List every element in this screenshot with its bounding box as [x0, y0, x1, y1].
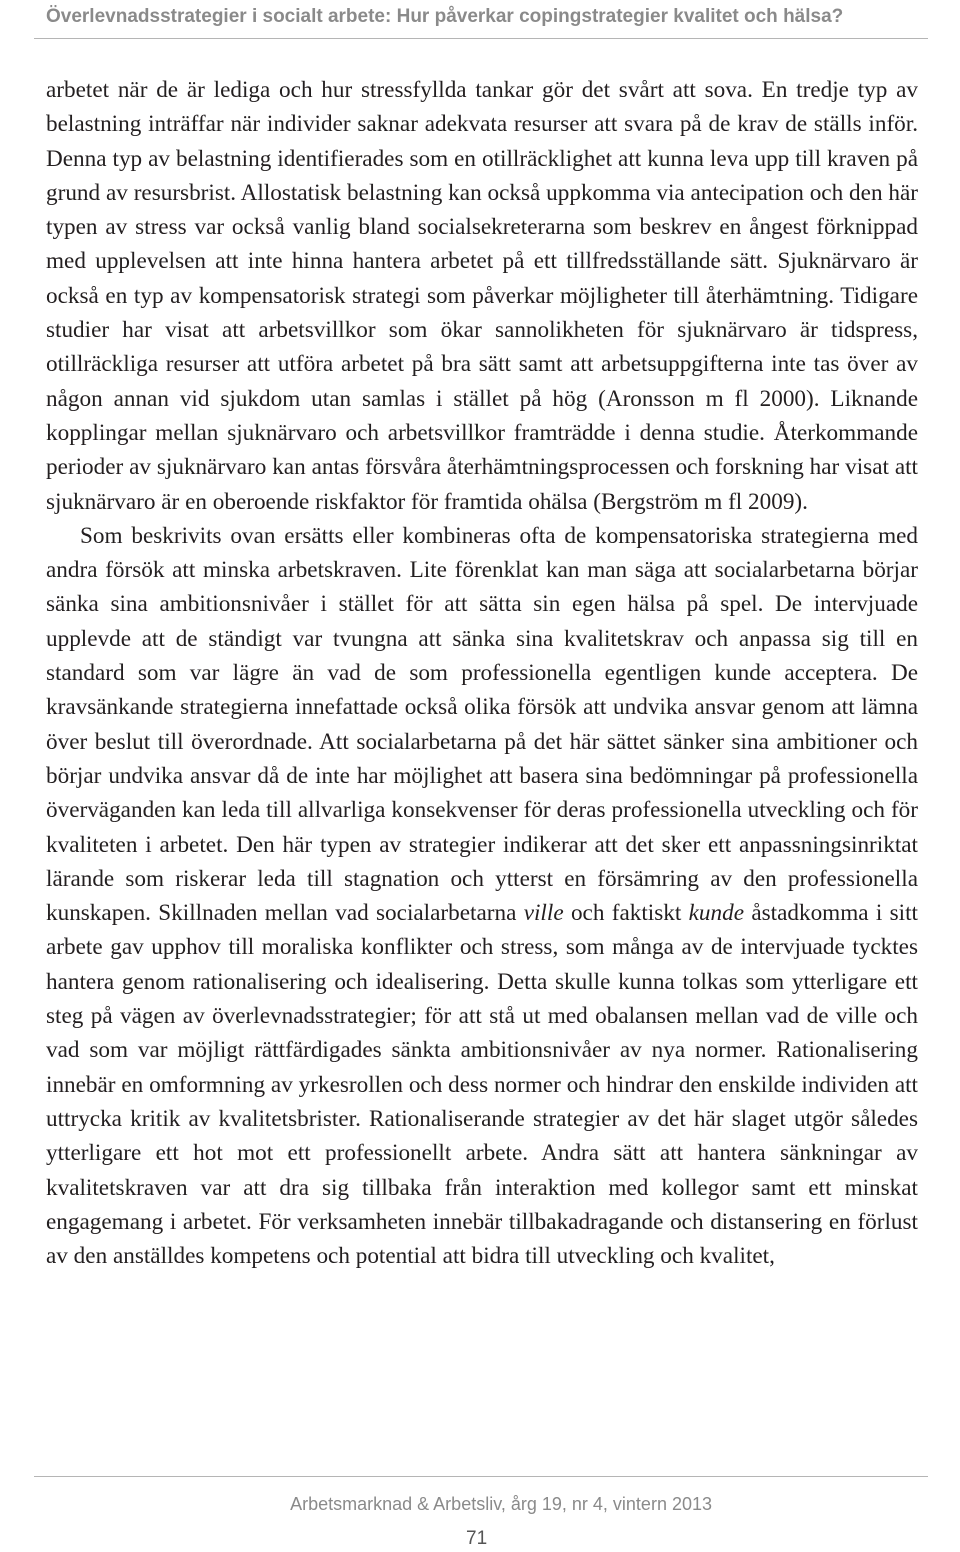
paragraph-2-text-c: åstadkomma i sitt arbete gav upphov till moraliska konflikter och stress, som många av de intervjuade tycktes hantera genom rationalisering och idealisering. Detta skulle kunna tolkas som ytterligare ett steg på vägen av överlevnadsstrategier; för att stå ut med obalansen mellan vad de ville och vad som var möjligt rättfärdigades sänkta ambitionsnivåer av nya normer. Rationalisering innebär en omformning av yrkesrollen och dess normer och hindrar den enskilde individen att uttrycka kritik av kvalitetsbrister. Rationaliserande strategier av det här slaget utgör således ytterligare ett hot mot ett professionellt arbete. Andra sätt att hantera sänkningar av kvalitetskraven var att dra sig tillbaka från interaktion med kollegor samt ett minskat engagemang i arbetet. För verksamheten innebär tillbakadragande och distansering en förlust av den anställdes kompetens och potential att bidra till utveckling och kvalitet, [46, 900, 918, 1270]
paragraph-2 [46, 519, 918, 1274]
header-divider [34, 38, 928, 39]
footer-divider [34, 1476, 928, 1477]
paragraph-1-text: arbetet när de är lediga och hur stressfyllda tankar gör det svårt att sova. En tredje typ av belastning inträffar när individer saknar adekvata resurser att svara på de krav de ställs inför. Denna typ av belastning identifierades som en otillräcklighet att kunna leva upp till kraven på grund av resursbrist. Allostatisk belastning kan också uppkomma via antecipation och den här typen av stress var också vanlig bland socialsekreterarna som beskrev en ångest förknippad med upplevelsen att inte hinna hantera arbetet på ett tillfredsställande sätt. Sjuknärvaro är också en typ av kompensatorisk strategi som påverkar möjligheter till återhämtning. Tidigare studier har visat att arbetsvillkor som ökar sannolikheten för sjuknärvaro är tidspress, otillräckliga resurser att utföra arbetet på bra sätt samt att arbetsuppgifterna inte tas över av någon annan vid sjukdom utan samlas i stället på hög (Aronsson m fl 2000). Liknande kopplingar mellan sjuknärvaro och arbetsvillkor framträdde i denna studie. Återkommande perioder av sjuknärvaro kan antas försvåra återhämtningsprocessen och forskning har visat att sjuknärvaro är en oberoende riskfaktor för framtida ohälsa (Bergström m fl 2009). [46, 77, 918, 515]
emphasis-kunde: kunde [688, 900, 745, 927]
journal-reference: Arbetsmarknad & Arbetsliv, årg 19, nr 4, vintern 2013 [290, 1494, 712, 1514]
paragraph-2-text-b: och faktiskt [563, 900, 689, 927]
page-number: 71 [466, 1528, 488, 1549]
body-text [46, 73, 918, 1273]
emphasis-ville: ville [523, 900, 564, 927]
running-header: Överlevnadsstrategier i socialt arbete: Hur påverkar copingstrategier kvalitet och hälsa? [46, 6, 844, 27]
paragraph-2-text-a: Som beskrivits ovan ersätts eller kombineras ofta de kompensatoriska strategierna med andra försök att minska arbetskraven. Lite förenklat kan man säga att socialarbetarna börjar sänka sina ambitionsnivåer i stället för att sätta sin egen hälsa på spel. De intervjuade upplevde att de ständigt var tvungna att sänka sina kvalitetskrav och anpassa sig till en standard som var lägre än vad de som professionella egentligen kunde acceptera. De kravsänkande strategierna innefattade också olika försök att undvika ansvar genom att lämna över beslut till överordnade. Att socialarbetarna på det här sättet sänker sina ambitioner och börjar undvika ansvar då de inte har möjlighet att basera sina bedömningar på professionella överväganden kan leda till allvarliga konsekvenser för deras professionella utveckling och för kvaliteten i arbetet. Den här typen av strategier indikerar att det sker ett anpassningsinriktat lärande som riskerar leda till stagnation och ytterst en försämring av den professionella kunskapen. Skillnaden mellan vad socialarbetarna [46, 522, 918, 927]
paragraph-1 [46, 73, 918, 519]
